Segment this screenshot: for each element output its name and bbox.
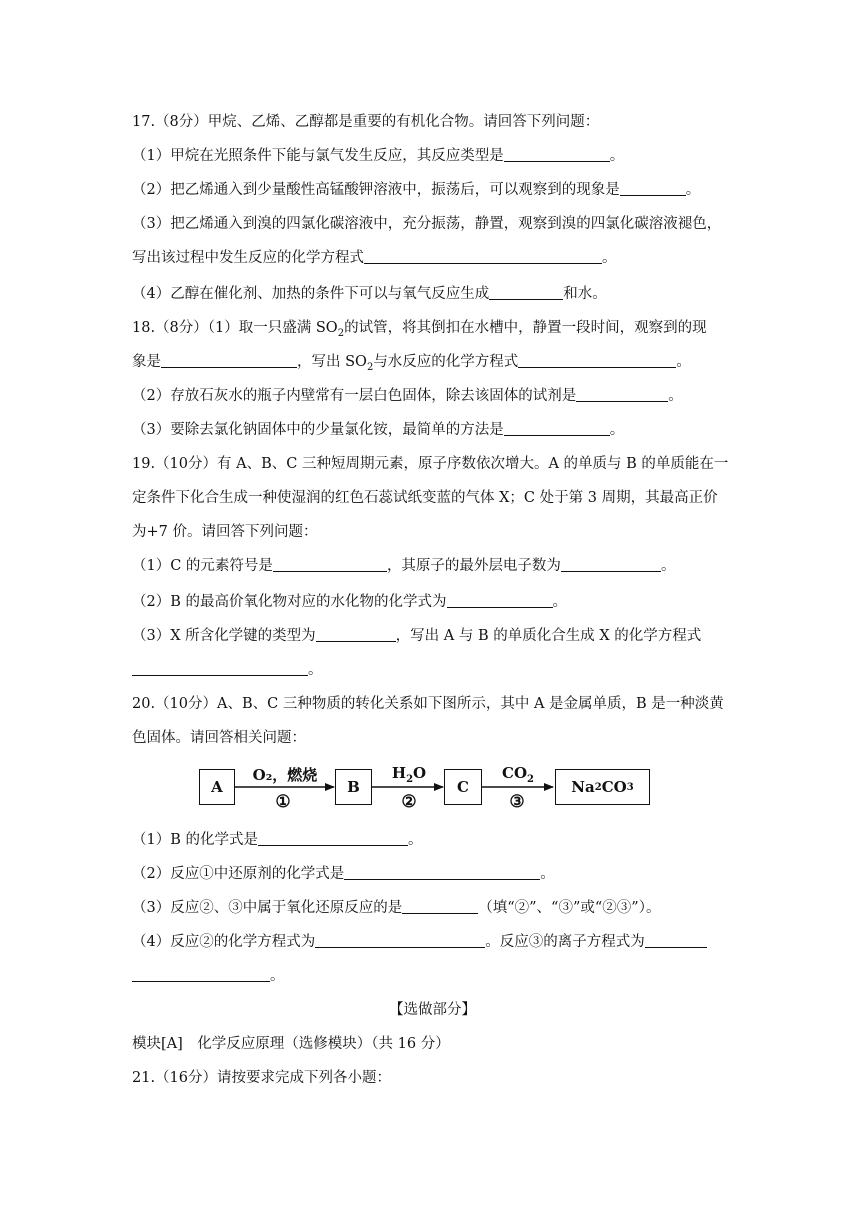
q18-part3: （3）要除去氯化钠固体中的少量氯化铵，最简单的方法是 。 [132,422,625,438]
q20-part2: （2）反应①中还原剂的化学式是 。 [132,866,555,882]
answer-blank[interactable] [576,387,668,402]
q21-title: 21.（16分）请按要求完成下列各小题： [132,1070,392,1086]
answer-blank[interactable] [364,249,602,264]
arrow-3-label: $CO_2$ [502,764,534,785]
answer-blank[interactable] [645,933,707,948]
q19-line3: 为+7 价。请回答下列问题： [132,524,318,540]
arrow-2-label: $H_2O$ [391,764,427,785]
box-na2co3: Na 2 CO 3 [555,769,650,805]
answer-blank[interactable] [504,421,610,436]
answer-blank[interactable] [161,353,297,368]
answer-blank[interactable] [258,831,408,846]
q19-line2: 定条件下化合生成一种使湿润的红色石蕊试纸变蓝的气体 X；C 处于第 3 周期，其最高正价 [132,490,718,506]
q18-part2: （2）存放石灰水的瓶子内壁常有一层白色固体，除去该固体的试剂是 。 [132,388,683,404]
q17-part3-line1: （3）把乙烯通入到溴的四氯化碳溶液中，充分振荡，静置，观察到溴的四氯化碳溶液褪色， [132,216,722,232]
box-a: A [199,769,235,805]
q18-title: 18.（8分）（1）取一只盛满 $SO_2$的试管，将其倒扣在水槽中，静置一段时间，观察到的现 [132,320,707,339]
answer-blank[interactable] [489,285,563,300]
optional-section-header: 【选做部分】 [389,1002,476,1018]
q17-part3-line2: 写出该过程中发生反应的化学方程式 。 [132,250,617,266]
arrow-2-number: ② [401,792,417,812]
q19-part2: （2）B 的最高价氧化物对应的水化物的化学式为 。 [132,594,567,610]
q20-part3: （3）反应②、③中属于氧化还原反应的是 （填“②”、“③”或“②③”）。 [132,900,661,916]
module-title: 模块[A] 化学反应原理（选修模块）（共 16 分） [132,1036,450,1052]
box-c: C [444,769,482,805]
q19-line1: 19.（10分）有 A、B、C 三种短周期元素，原子序数依次增大。A 的单质与 B 的单质能在一 [132,456,729,472]
answer-blank[interactable] [344,865,540,880]
q17-part2: （2）把乙烯通入到少量酸性高锰酸钾溶液中，振荡后，可以观察到的现象是 。 [132,182,701,198]
q20-part4: （4）反应②的化学方程式为 。反应③的离子方程式为 [132,932,707,952]
q19-part1: （1）C 的元素符号是 ，其原子的最外层电子数为 。 [132,558,676,574]
q17-title: 17.（8分）甲烷、乙烯、乙醇都是重要的有机化合物。请回答下列问题： [132,114,600,130]
answer-blank[interactable] [315,933,485,948]
q20-line2: 色固体。请回答相关问题： [132,730,306,746]
answer-blank[interactable] [518,353,676,368]
q17-part4: （4）乙醇在催化剂、加热的条件下可以与氧气反应生成 和水。 [132,286,607,302]
q20-part1: （1）B 的化学式是 。 [132,832,423,848]
q17-part1: （1）甲烷在光照条件下能与氯气发生反应，其反应类型是 。 [132,148,625,164]
arrow-3-number: ③ [509,792,525,812]
box-b: B [335,769,372,805]
q20-line1: 20.（10分）A、B、C 三种物质的转化关系如下图所示，其中 A 是金属单质，B 是一种淡黄 [132,696,724,712]
q20-part4-line2: 。 [132,966,285,986]
answer-blank[interactable] [402,899,478,914]
answer-blank[interactable] [132,661,308,676]
arrow-1-label: O₂，燃烧 [252,766,318,784]
answer-blank[interactable] [447,593,553,608]
answer-blank[interactable] [316,627,396,642]
answer-blank[interactable] [561,557,661,572]
answer-blank[interactable] [620,181,686,196]
answer-blank[interactable] [273,557,387,572]
arrow-1-number: ① [275,792,291,812]
answer-blank[interactable] [504,147,610,162]
q19-part3-line2: 。 [132,660,323,680]
q19-part3: （3）X 所含化学键的类型为 ，写出 A 与 B 的单质化合生成 X 的化学方程式 [132,628,702,644]
answer-blank[interactable] [132,967,270,982]
q18-part1-line2: 象是 ，写出 $SO_2$与水反应的化学方程式 。 [132,354,691,373]
